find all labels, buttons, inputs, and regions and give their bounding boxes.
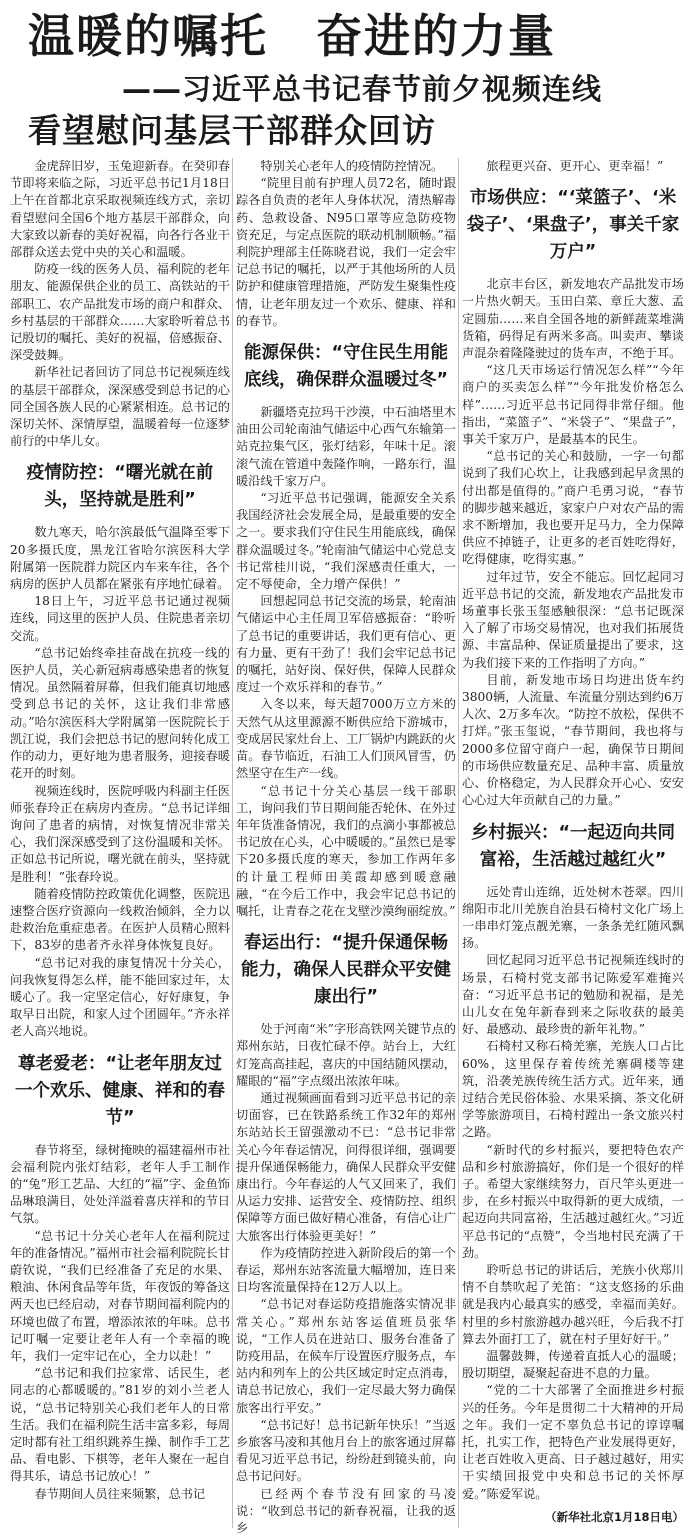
article-paragraph: 聆听总书记的讲话后，羌族小伙郑川情不自禁吹起了羌笛：“这支悠扬的乐曲就是我内心最真实的感受，幸福而美好。村里的乡村旅游越办越兴旺，今后我不打算去外面打工了，就在村子里好好干。” [462, 1262, 684, 1346]
article-paragraph: 旅程更兴奋、更开心、更幸福！” [486, 159, 664, 173]
article-paragraph: 回忆起同习近平总书记视频连线时的场景，石椅村党支部书记陈爱军难掩兴奋：“习近平总书记的勉励和祝福，是羌山儿女在兔年新春到来之际收获的最美好、最感动、最珍贵的新年礼物。” [462, 953, 684, 1037]
article-paragraph: “总书记的关心和鼓励，一字一句都说到了我们心坎上，让我感到起早贪黑的付出都是值得的。”商户毛勇习说，“春节的脚步越来越近，家家户户对农产品的需求不断增加，我也要开足马力，全力保障供应不掉链子，让更多的老百姓吃得好，吃得健康，吃得实惠。” [462, 449, 684, 567]
article-paragraph: 新华社记者回访了同总书记视频连线的基层干部群众，深深感受到总书记的心同全国各族人民的心紧紧相连。总书记的深切关怀、深情厚望，温暖着每一位逐梦前行的中华儿女。 [10, 365, 230, 449]
article-paragraph: 特别关心老年人的疫情防控情况。 [260, 159, 444, 173]
article-paragraph: “党的二十大部署了全面推进乡村振兴的任务。今年是贯彻二十大精神的开局之年。我们一定不辜负总书记的谆谆嘱托，扎实工作，把特色产业发展得更好，让老百姓收入更高、日子越过越好，用实干实绩回报党中央和总书记的关怀厚爱。”陈爱军说。 [462, 1383, 684, 1501]
main-headline: 温暖的嘱托 奋进的力量 [28, 9, 556, 63]
article-paragraph: 随着疫情防控政策优化调整，医院迅速整合医疗资源向一线救治倾斜，全力以赴救治危重症患者。在医护人员精心照料下，83岁的患者齐永祥身体恢复良好。 [10, 886, 230, 953]
article-column-3 [462, 158, 684, 1528]
article-column-2 [236, 158, 456, 1536]
article-paragraph: 视频连线时，医院呼吸内科副主任医师张春玲正在病房内查房。“总书记详细询问了患者的病情，对恢复情况非常关心，我们深深感受到了这份温暖和关怀。正如总书记所说，曙光就在前头，坚持就是胜利！”张春玲说。 [10, 783, 230, 884]
article-paragraph: “总书记始终牵挂奋战在抗疫一线的医护人员，关心新冠病毒感染患者的恢复情况。虽然隔着屏幕，但我们能真切地感受到总书记的关怀，这让我们非常感动。”哈尔滨医科大学附属第一医院院长于凯江说，我们会把总书记的慰问转化成工作的动力，更好地为患者服务，迎接春暖花开的时刻。 [10, 645, 230, 781]
article-paragraph: “总书记对我的康复情况十分关心，问我恢复得怎么样，能不能回家过年，太暖心了。我一定坚定信心，好好康复，争取早日出院，和家人过个团圆年。”齐永祥老人高兴地说。 [10, 955, 230, 1039]
article-paragraph: “习近平总书记强调，能源安全关系我国经济社会发展全局，是最重要的安全之一。要求我们守住民生用能底线，确保群众温暖过冬。”轮南油气储运中心党总支书记常桂川说，“我们深感责任重大，一定不辱使命，全力增产保供！” [236, 491, 456, 592]
subtitle-line-1: ——习近平总书记春节前夕视频连线 [122, 72, 603, 106]
article-paragraph: 通过视频画面看到习近平总书记的亲切面容，已在铁路系统工作32年的郑州东站站长王留强激动不已：“总书记非常关心今年春运情况，问得很详细，强调要提升保通保畅能力，确保人民群众平安健康出行。今年春运的人气又回来了，我们从运力安排、运营安全、疫情防控、组织保障等方面已做好精心准备，有信心让广大旅客出行体验更美好！” [236, 1090, 456, 1243]
article-paragraph: 春节将至，绿树掩映的福建福州市社会福利院内张灯结彩，老年人手工制作的“兔”形工艺品、大红的“福”字、金鱼饰品琳琅满目，处处洋溢着喜庆祥和的节日气氛。 [10, 1142, 230, 1226]
article-paragraph: 已经两个春节没有回家的马凌说：“收到总书记的新春祝福，让我的返乡 [236, 1486, 456, 1536]
article-paragraph: “新时代的乡村振兴，要把特色农产品和乡村旅游搞好，你们是一个很好的样子。希望大家继续努力，百尺竿头更进一步，在乡村振兴中取得新的更大成绩，一起迈向共同富裕，生活越过越红火。”习近平总书记的“点赞”，令当地村民充满了干劲。 [462, 1142, 684, 1260]
article-paragraph: 入冬以来，每天超7000万立方米的天然气从这里源源不断供应给下游城市，变成居民家灶台上、工厂锅炉内跳跃的火苗。春节临近，石油工人们顶风冒雪，仍然坚守在生产一线。 [236, 697, 456, 781]
dateline: （新华社北京1月18日电） [544, 1509, 684, 1524]
article-paragraph: “这几天市场运行情况怎么样”“今年商户的买卖怎么样”“今年批发价格怎么样”……习近平总书记同得非常仔细。他指出，“菜篮子”、“米袋子”、“果盘子”，事关千家万户，是最基本的民生。 [462, 363, 684, 447]
article-paragraph: 18日上午，习近平总书记通过视频连线，同这里的医护人员、住院患者亲切交流。 [10, 594, 230, 643]
article-paragraph: 石椅村又称石椅羌寨，羌族人口占比60%，这里保存着传统羌寨碉楼等建筑，沿袭羌族传统生活方式。近年来，通过结合羌民俗体验、水果采摘、茶文化研学等旅游项目，石椅村蹚出一条文旅兴村之路。 [462, 1039, 684, 1140]
section-heading: 疫情防控：“曙光就在前头，坚持就是胜利” [26, 463, 214, 511]
article-column-1 [10, 158, 230, 1528]
article-paragraph: 过年过节，安全不能忘。回忆起同习近平总书记的交流，新发地农产品批发市场董事长张玉玺感触很深：“总书记既深入了解了市场交易情况，也对我们拓展货源、丰富品种、保证质量提出了要求，这为我们接下来的工作指明了方向。” [462, 569, 684, 670]
article-paragraph: 防疫一线的医务人员、福利院的老年朋友、能源保供企业的员工、高铁站的干部职工、农产品批发市场的商户和群众、乡村基层的干部群众……大家聆听着总书记殷切的嘱托、美好的祝福，倍感振奋、深受鼓舞。 [10, 262, 230, 363]
article-paragraph: 新疆塔克拉玛干沙漠，中石油塔里木油田公司轮南油气储运中心西气东输第一站克拉集气区，张灯结彩，年味十足。滚滚气流在管道中轰隆作响，一路东行，温暖沿线千家万户。 [236, 405, 456, 488]
article-paragraph: 回想起同总书记交流的场景，轮南油气储运中心主任周卫军倍感振奋：“聆听了总书记的重要讲话，我们更有信心、更有力量、更有干劲了！我们会牢记总书记的嘱托，站好岗、保好供，保障人民群众度过一个欢乐祥和的春节。” [236, 594, 456, 695]
article-paragraph: 数九寒天，哈尔滨最低气温降至零下20多摄氏度，黑龙江省哈尔滨医科大学附属第一医院群力院区内车来车往，各个病房的医护人员都在紧张有序地忙碌着。 [10, 525, 230, 592]
subtitle-line-2: 看望慰问基层干部群众回访 [28, 111, 436, 150]
section-heading: 市场供应：“‘菜篮子’、‘米袋子’、‘果盘子’，事关千家万户” [466, 188, 680, 263]
article-paragraph: 金虎辞旧岁，玉兔迎新春。在癸卯春节即将来临之际，习近平总书记1月18日上午在首都北京采取视频连线方式，亲切看望慰问全国6个地方基层干部群众，向大家致以新春的美好祝福，向各行各业干部群众送去党中央的关心和温暖。 [10, 159, 230, 260]
section-heading: 春运出行：“提升保通保畅能力，确保人民群众平安健康出行” [241, 933, 451, 1008]
article-paragraph: 目前，新发地市场日均进出货车约3800辆，人流量、车流量分别达到约6万人次、2万多车次。“防控不放松，保供不打烊。”张玉玺说，“春节期间，我也将与2000多位留守商户一起，确保节日期间的市场供应数量充足、品种丰富、质量放心、价格稳定，为人民群众开心心、安安心心过大年贡献自己的力量。” [462, 672, 684, 808]
column-divider [458, 158, 459, 1528]
section-heading: 尊老爱老：“让老年朋友过一个欢乐、健康、祥和的春节” [15, 1053, 225, 1128]
article-paragraph: “总书记十分关心基层一线干部职工，询问我们节日期间能否轮休、在外过年年货准备情况，我们的点滴小事都被总书记放在心头，心中暖暖的。”虽然已是零下20多摄氏度的寒天，参加工作两年多的计量工程师田美霞却感到暖意融融，“在今后工作中，我会牢记总书记的嘱托，让青春之花在戈壁沙漠绚丽绽放。” [236, 783, 456, 918]
article-paragraph: 北京丰台区，新发地农产品批发市场一片热火朝天。玉田白菜、章丘大葱、孟定圆茄……来自全国各地的新鲜蔬菜堆满货箱，码得足有两米多高。叫卖声、攀谈声混杂着隆隆驶过的货车声，不绝于耳。 [462, 277, 684, 361]
article-paragraph: 春节期间人员往来频繁，总书记 [34, 1486, 206, 1501]
article-paragraph: “院里目前有护理人员72名，随时跟踪各自负责的老年人身体状况，清热解毒药、急救设备、N95口罩等应急防疫物资充足，与定点医院的联动机制顺畅。”福利院护理部主任陈晓君说，我们一定会牢记总书记的嘱托，以严于其他场所的人员防护和健康管理措施，严防发生聚集性疫情，让老年朋友过一个欢乐、健康、祥和的春节。 [236, 176, 456, 328]
article-paragraph: “总书记十分关心老年人在福利院过年的准备情况。”福州市社会福利院院长甘蔚钦说，“我们已经准备了充足的水果、粮油、休闲食品等年货，年夜饭的筹备这两天也已经启动，对春节期间福利院内的环境也做了布置，增添浓浓的年味。总书记叮嘱一定要让老年人有一个幸福的晚年，我们一定牢记在心，全力以赴！” [10, 1228, 230, 1363]
article-paragraph: “总书记和我们拉家常、话民生，老同志的心都暖暖的。”81岁的刘小兰老人说，“总书记特别关心我们老年人的日常生活。我们在福利院生活丰富多彩，每周定时都有社工组织跳养生操、制作手工艺品、看电影、下棋等，老年人聚在一起自得其乐，请总书记放心！” [10, 1366, 230, 1484]
article-paragraph: 处于河南“米”字形高铁网关键节点的郑州东站，日夜忙碌不停。站台上，大红灯笼高高挂起，喜庆的中国结随风摆动，耀眼的“福”字点缀出浓浓年味。 [236, 1022, 456, 1088]
article-paragraph: 远处青山连绵，近处树木苍翠。四川绵阳市北川羌族自治县石椅村文化广场上一串串灯笼点靓羌寨，一条条羌红随风飘扬。 [462, 884, 684, 951]
article-paragraph: 作为疫情防控进入新阶段后的第一个春运，郑州东站客流量大幅增加，连日来日均客流量保持在12万人以上。 [236, 1245, 456, 1295]
section-heading: 乡村振兴：“一起迈向共同富裕，生活越过越红火” [470, 822, 675, 870]
column-divider [232, 158, 233, 1528]
article-paragraph: “总书记好！总书记新年快乐！”当返乡旅客马凌和其他月台上的旅客通过屏幕看见习近平总书记，纷纷赶到镜头前，向总书记问好。 [236, 1417, 456, 1484]
section-heading: 能源保供：“守住民生用能底线，确保群众温暖过冬” [243, 343, 448, 391]
headline-block [0, 0, 690, 160]
article-paragraph: 温馨鼓舞，传递着直抵人心的温暖；殷切期望，凝聚起奋进不息的力量。 [462, 1348, 684, 1381]
article-paragraph: “总书记对春运防疫措施落实情况非常关心。”郑州东站客运值班员张华说，“工作人员在进站口、服务台准备了防疫用品，在候车厅设置医疗服务点，车站内和列车上的公共区域定时定点消毒，请总书记放心，我们一定尽最大努力确保旅客出行平安。” [236, 1297, 456, 1415]
